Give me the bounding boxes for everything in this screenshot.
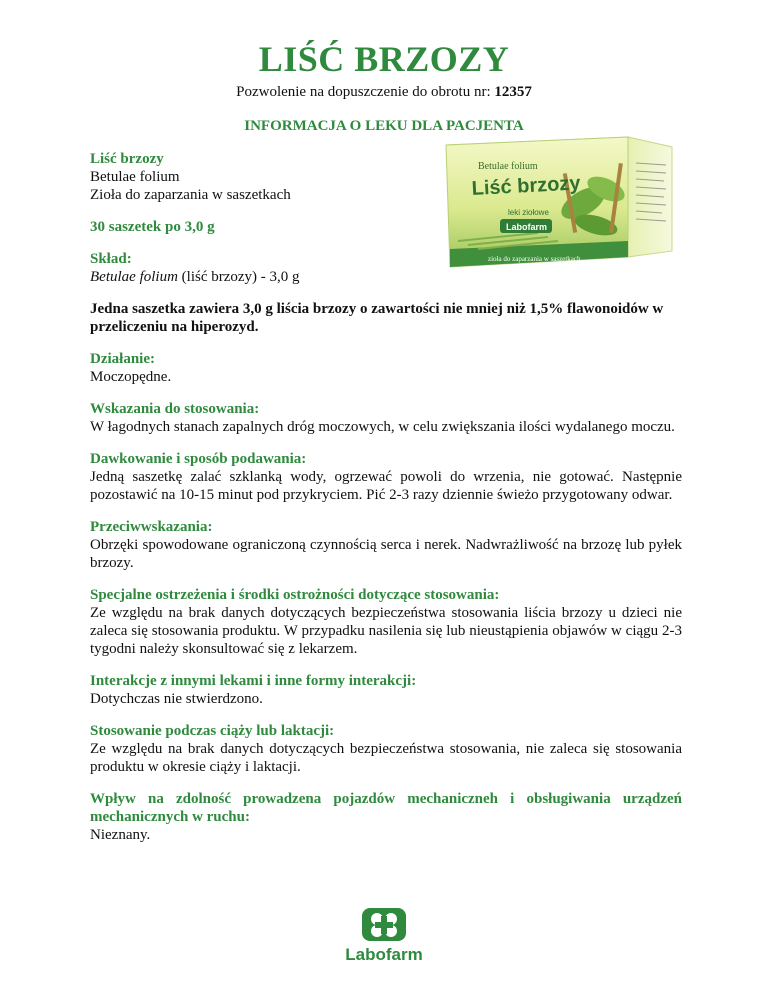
product-latin-name: Betulae folium <box>90 169 180 185</box>
box-latin: Betulae folium <box>478 161 538 172</box>
box-badge-text: leki ziołowe <box>508 208 549 217</box>
section-contraindications <box>90 518 682 572</box>
box-name: Liść brzozy <box>471 172 582 200</box>
section-text: Moczopędne. <box>90 369 172 385</box>
section-text: Obrzęki spowodowane ograniczoną czynnością serca i nerek. Nadwrażliwość na brzozę lub pyłek brzozy. <box>90 537 682 571</box>
product-name: Liść brzozy <box>90 151 164 167</box>
box-brand: Labofarm <box>506 222 548 232</box>
sachet-statement: Jedna saszetka zawiera 3,0 g liścia brzozy o zawartości nie mniej niż 1,5% flawonoidów w przeliczeniu na hiperozyd. <box>90 301 664 335</box>
section-indications <box>90 400 682 436</box>
section-dosage <box>90 450 682 504</box>
composition-latin: Betulae folium <box>90 269 178 285</box>
product-form: Zioła do zaparzania w saszetkach <box>90 187 291 203</box>
section-heading: Dawkowanie i sposób podawania: <box>90 451 307 467</box>
section-heading: Stosowanie podczas ciąży lub laktacji: <box>90 723 335 739</box>
page-title: LIŚĆ BRZOZY <box>258 39 510 79</box>
section-text: Ze względu na brak danych dotyczących bezpieczeństwa stosowania liścia brzozy u dzieci nie zaleca się stosowania produktu. W przypadku nasilenia się lub nieustąpienia objawów w ciągu 2-3 tygodni należy skonsultować się z lekarzem. <box>90 605 682 657</box>
section-text: Ze względu na brak danych dotyczących bezpieczeństwa stosowania, nie zaleca się stosowania produktu w okresie ciąży i laktacji. <box>90 741 682 775</box>
section-text: W łagodnych stanach zapalnych dróg moczowych, w celu zwiększania ilości wydalanego moczu. <box>90 419 675 435</box>
box-bottom-text: zioła do zaparzania w saszetkach <box>488 255 581 263</box>
labofarm-logo <box>335 906 433 966</box>
product-identity <box>90 150 430 204</box>
section-heading: Przeciwwskazania: <box>90 519 213 535</box>
logo-text: Labofarm <box>345 945 423 964</box>
section-driving <box>90 790 682 844</box>
section-text: Nieznany. <box>90 827 151 843</box>
section-heading: Wskazania do stosowania: <box>90 401 260 417</box>
section-pregnancy <box>90 722 682 776</box>
leaflet-content <box>90 150 682 858</box>
section-text: Dotychczas nie stwierdzono. <box>90 691 263 707</box>
composition-amount: (liść brzozy) - 3,0 g <box>177 269 300 285</box>
package-info <box>90 218 682 236</box>
composition-heading: Skład: <box>90 251 132 267</box>
package-size: 30 saszetek po 3,0 g <box>90 219 215 235</box>
section-text: Jedną saszetkę zalać szklanką wody, ogrzewać powoli do wrzenia, nie gotować. Następnie pozostawić na 10-15 minut pod przykryciem. Pić 2-3 razy dziennie świeżo przygotowany odwar. <box>90 469 682 503</box>
section-heading: Specjalne ostrzeżenia i środki ostrożności dotyczące stosowania: <box>90 587 500 603</box>
section-warnings <box>90 586 682 658</box>
permit-label: Pozwolenie na dopuszczenie do obrotu nr: <box>236 84 491 100</box>
sachet-statement-section <box>90 300 682 336</box>
section-interactions <box>90 672 682 708</box>
section-heading: Interakcje z innymi lekami i inne formy interakcji: <box>90 673 417 689</box>
permit-number: 12357 <box>494 84 532 100</box>
permit-line <box>0 84 768 101</box>
section-heading: Działanie: <box>90 351 155 367</box>
document-subtitle: INFORMACJA O LEKU DLA PACJENTA <box>244 118 524 134</box>
composition-line <box>90 268 682 286</box>
composition-section <box>90 250 682 286</box>
section-action <box>90 350 682 386</box>
section-heading: Wpływ na zdolność prowadzena pojazdów mechaniczneh i obsługiwania urządzeń mechanicznych w ruchu: <box>90 791 682 825</box>
